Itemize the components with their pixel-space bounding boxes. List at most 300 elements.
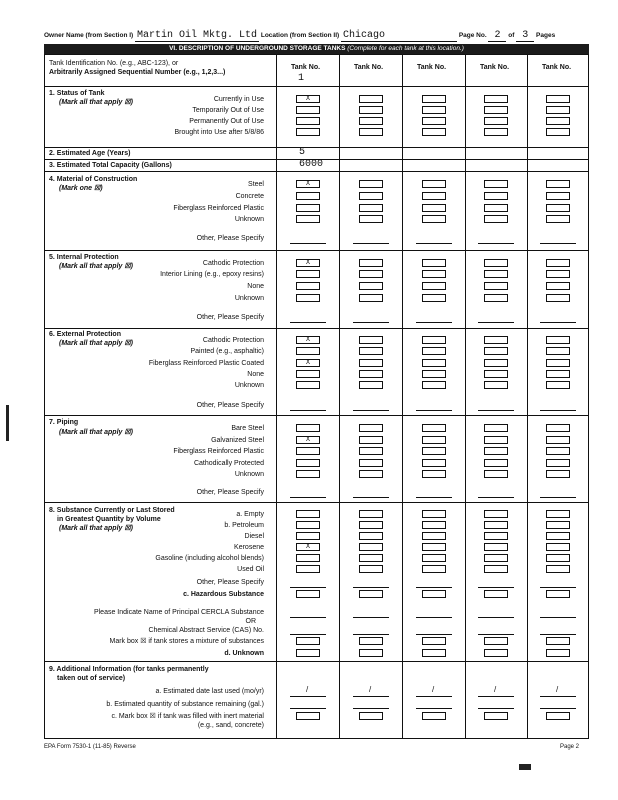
tank4-checkbox[interactable] <box>484 424 508 432</box>
tank2-cercla-field[interactable] <box>353 617 389 618</box>
tank3-checkbox[interactable] <box>422 565 446 573</box>
tank3-date-field[interactable] <box>416 696 452 697</box>
tank1-checkbox[interactable] <box>296 649 320 657</box>
page-label: Page No. <box>458 32 487 39</box>
substance-empty: a. Empty <box>236 511 264 518</box>
tank1-quantity-field[interactable] <box>290 708 326 709</box>
material-other: Other, Please Specify <box>196 235 264 242</box>
tank2-checkbox[interactable] <box>359 204 383 212</box>
tank5-cercla-field[interactable] <box>540 617 576 618</box>
tank4-checkbox[interactable] <box>484 521 508 529</box>
tank4-checkbox[interactable] <box>484 270 508 278</box>
tank1-other-field[interactable] <box>290 497 326 498</box>
tank1-cercla-field[interactable] <box>290 617 326 618</box>
date-slash: / <box>556 685 559 694</box>
date-slash: / <box>432 685 435 694</box>
internal-option-lining: Interior Lining (e.g., epoxy resins) <box>160 271 264 278</box>
tank4-checkbox[interactable] <box>484 215 508 223</box>
tank1-checkbox[interactable] <box>296 565 320 573</box>
checkbox-x-mark: X <box>305 95 311 103</box>
substance-diesel: Diesel <box>244 533 264 540</box>
external-option-unknown: Unknown <box>234 382 264 389</box>
cercla-or: OR <box>245 618 256 625</box>
tank5-checkbox[interactable] <box>546 259 570 267</box>
tank4-checkbox[interactable] <box>484 282 508 290</box>
tank5-checkbox[interactable] <box>546 649 570 657</box>
tank2-quantity-field[interactable] <box>353 708 389 709</box>
material-title: 4. Material of Construction <box>49 176 138 183</box>
tank2-checkbox[interactable] <box>359 282 383 290</box>
tank5-checkbox[interactable] <box>546 470 570 478</box>
checkbox-x-mark: X <box>305 180 311 188</box>
tank1-checkbox[interactable] <box>296 336 320 344</box>
tank4-other-field[interactable] <box>478 497 514 498</box>
tank3-other-field[interactable] <box>416 587 452 588</box>
tank4-checkbox[interactable] <box>484 543 508 551</box>
tank4-checkbox[interactable] <box>484 336 508 344</box>
substance-instruction: (Mark all that apply ☒) <box>59 525 133 532</box>
tank2-checkbox[interactable] <box>359 436 383 444</box>
tank2-checkbox[interactable] <box>359 532 383 540</box>
tank1-checkbox[interactable] <box>296 347 320 355</box>
tank5-checkbox[interactable] <box>546 117 570 125</box>
tank4-checkbox[interactable] <box>484 565 508 573</box>
tank2-other-field[interactable] <box>353 322 389 323</box>
tank1-checkbox[interactable] <box>296 590 320 598</box>
material-option-steel: Steel <box>248 181 264 188</box>
status-option-perm: Permanently Out of Use <box>189 118 264 125</box>
tank1-checkbox[interactable] <box>296 259 320 267</box>
tank5-checkbox[interactable] <box>546 282 570 290</box>
of-label: of <box>508 32 515 39</box>
tank3-checkbox[interactable] <box>422 424 446 432</box>
tank5-checkbox[interactable] <box>546 95 570 103</box>
tank3-checkbox[interactable] <box>422 381 446 389</box>
tank1-other-field[interactable] <box>290 322 326 323</box>
status-option-current: Currently in Use <box>213 96 264 103</box>
tank1-date-field[interactable] <box>290 696 326 697</box>
additional-date-label: a. Estimated date last used (mo/yr) <box>155 688 264 695</box>
tank4-checkbox[interactable] <box>484 128 508 136</box>
tank2-date-field[interactable] <box>353 696 389 697</box>
tank2-checkbox[interactable] <box>359 336 383 344</box>
tank1-checkbox[interactable] <box>296 554 320 562</box>
tank5-checkbox[interactable] <box>546 270 570 278</box>
tank5-checkbox[interactable] <box>546 565 570 573</box>
piping-option-unknown: Unknown <box>234 471 264 478</box>
additional-quantity-label: b. Estimated quantity of substance remaining (gal.) <box>106 701 264 708</box>
tank4-checkbox[interactable] <box>484 294 508 302</box>
tank5-checkbox[interactable] <box>546 192 570 200</box>
tank5-other-field[interactable] <box>540 243 576 244</box>
tank4-checkbox[interactable] <box>484 117 508 125</box>
tank2-checkbox[interactable] <box>359 554 383 562</box>
tank1-checkbox[interactable] <box>296 370 320 378</box>
external-option-none: None <box>247 371 264 378</box>
tank1-checkbox[interactable] <box>296 532 320 540</box>
tank3-checkbox[interactable] <box>422 180 446 188</box>
tank4-checkbox[interactable] <box>484 259 508 267</box>
tank4-checkbox[interactable] <box>484 590 508 598</box>
status-option-temp: Temporarily Out of Use <box>192 107 264 114</box>
tank4-quantity-field[interactable] <box>478 708 514 709</box>
tank3-checkbox[interactable] <box>422 359 446 367</box>
tank-col-header-5: Tank No. <box>542 64 572 71</box>
tank2-checkbox[interactable] <box>359 649 383 657</box>
tank4-checkbox[interactable] <box>484 532 508 540</box>
tank2-other-field[interactable] <box>353 587 389 588</box>
tank3-cercla-field[interactable] <box>416 617 452 618</box>
tank1-cas-field[interactable] <box>290 634 326 635</box>
external-instruction: (Mark all that apply ☒) <box>59 340 133 347</box>
additional-inert-label: c. Mark box ☒ if tank was filled with inert material <box>111 713 264 720</box>
tank3-other-field[interactable] <box>416 497 452 498</box>
tank1-id-value: 1 <box>298 73 305 84</box>
tank1-checkbox[interactable] <box>296 128 320 136</box>
tank3-quantity-field[interactable] <box>416 708 452 709</box>
tank1-other-field[interactable] <box>290 410 326 411</box>
tank4-checkbox[interactable] <box>484 554 508 562</box>
status-title: 1. Status of Tank <box>49 90 105 97</box>
internal-other: Other, Please Specify <box>196 314 264 321</box>
tank2-checkbox[interactable] <box>359 459 383 467</box>
tank3-checkbox[interactable] <box>422 590 446 598</box>
tank1-checkbox[interactable] <box>296 215 320 223</box>
tank4-checkbox[interactable] <box>484 180 508 188</box>
cercla-name-label: Please Indicate Name of Principal CERCLA Substance <box>93 609 264 616</box>
tank1-checkbox[interactable] <box>296 424 320 432</box>
tank5-checkbox[interactable] <box>546 336 570 344</box>
pages-label: Pages <box>536 32 556 39</box>
pages-value: 3 <box>516 30 534 42</box>
tank5-other-field[interactable] <box>540 322 576 323</box>
checkbox-x-mark: X <box>305 543 311 551</box>
section-title: VI. DESCRIPTION OF UNDERGROUND STORAGE TANKS <box>169 45 346 52</box>
internal-option-none: None <box>247 283 264 290</box>
section-title-bar <box>44 44 589 54</box>
form-number: EPA Form 7530-1 (11-85) Reverse <box>44 744 136 750</box>
tank3-checkbox[interactable] <box>422 215 446 223</box>
tank4-checkbox[interactable] <box>484 381 508 389</box>
tank1-checkbox[interactable] <box>296 192 320 200</box>
checkbox-x-mark: X <box>305 259 311 267</box>
tank2-other-field[interactable] <box>353 497 389 498</box>
tank3-checkbox[interactable] <box>422 106 446 114</box>
tank1-checkbox[interactable] <box>296 117 320 125</box>
material-option-unknown: Unknown <box>234 216 264 223</box>
tank-col-header-2: Tank No. <box>354 64 384 71</box>
tank3-checkbox[interactable] <box>422 128 446 136</box>
piping-instruction: (Mark all that apply ☒) <box>59 429 133 436</box>
tank1-checkbox[interactable] <box>296 95 320 103</box>
tank3-checkbox[interactable] <box>422 192 446 200</box>
tank2-checkbox[interactable] <box>359 215 383 223</box>
tank2-checkbox[interactable] <box>359 470 383 478</box>
additional-title-2: taken out of service) <box>57 675 126 682</box>
material-option-concrete: Concrete <box>235 193 264 200</box>
substance-unknown: d. Unknown <box>224 650 264 657</box>
tank5-checkbox[interactable] <box>546 590 570 598</box>
tank5-checkbox[interactable] <box>546 204 570 212</box>
tank5-checkbox[interactable] <box>546 447 570 455</box>
tank2-cas-field[interactable] <box>353 634 389 635</box>
tank4-checkbox[interactable] <box>484 347 508 355</box>
tank1-checkbox[interactable] <box>296 270 320 278</box>
tank2-checkbox[interactable] <box>359 447 383 455</box>
piping-option-frp: Fiberglass Reinforced Plastic <box>173 448 264 455</box>
scan-mark <box>519 764 531 770</box>
tank4-checkbox[interactable] <box>484 204 508 212</box>
substance-title-1: 8. Substance Currently or Last Stored <box>49 507 175 514</box>
tank2-checkbox[interactable] <box>359 106 383 114</box>
tank2-checkbox[interactable] <box>359 521 383 529</box>
tank2-checkbox[interactable] <box>359 381 383 389</box>
tank5-checkbox[interactable] <box>546 106 570 114</box>
tank5-checkbox[interactable] <box>546 712 570 720</box>
tank3-checkbox[interactable] <box>422 270 446 278</box>
cas-number-label: Chemical Abstract Service (CAS) No. <box>148 627 264 634</box>
page-value: 2 <box>488 30 506 42</box>
tank2-checkbox[interactable] <box>359 565 383 573</box>
piping-option-galv: Galvanized Steel <box>211 437 264 444</box>
piping-other: Other, Please Specify <box>196 489 264 496</box>
tank4-checkbox[interactable] <box>484 470 508 478</box>
scan-margin-mark <box>6 405 9 441</box>
tank4-checkbox[interactable] <box>484 712 508 720</box>
additional-inert-example: (e.g., sand, concrete) <box>197 722 264 729</box>
tank2-checkbox[interactable] <box>359 424 383 432</box>
tank2-other-field[interactable] <box>353 243 389 244</box>
external-title: 6. External Protection <box>49 331 121 338</box>
tank3-cas-field[interactable] <box>416 634 452 635</box>
tank2-checkbox[interactable] <box>359 590 383 598</box>
tank5-checkbox[interactable] <box>546 510 570 518</box>
status-option-after86: Brought into Use after 5/8/86 <box>174 129 264 136</box>
tank1-checkbox[interactable] <box>296 204 320 212</box>
tank4-other-field[interactable] <box>478 322 514 323</box>
page-footer: Page 2 <box>560 744 580 750</box>
external-other: Other, Please Specify <box>196 402 264 409</box>
tank2-checkbox[interactable] <box>359 95 383 103</box>
tank3-checkbox[interactable] <box>422 637 446 645</box>
tank1-checkbox[interactable] <box>296 106 320 114</box>
form-header <box>44 30 555 42</box>
tank5-checkbox[interactable] <box>546 370 570 378</box>
tank5-checkbox[interactable] <box>546 532 570 540</box>
location-label: Location (from Section II) <box>260 32 340 39</box>
internal-option-cathodic: Cathodic Protection <box>202 260 264 267</box>
tank3-checkbox[interactable] <box>422 336 446 344</box>
external-option-painted: Painted (e.g., asphaltic) <box>190 348 264 355</box>
date-slash: / <box>306 685 309 694</box>
tank2-checkbox[interactable] <box>359 370 383 378</box>
tank3-checkbox[interactable] <box>422 282 446 290</box>
tank3-checkbox[interactable] <box>422 459 446 467</box>
tank2-checkbox[interactable] <box>359 359 383 367</box>
tank5-checkbox[interactable] <box>546 436 570 444</box>
tank3-checkbox[interactable] <box>422 712 446 720</box>
tank1-checkbox[interactable] <box>296 543 320 551</box>
tank2-checkbox[interactable] <box>359 259 383 267</box>
tank4-checkbox[interactable] <box>484 447 508 455</box>
tank5-other-field[interactable] <box>540 497 576 498</box>
date-slash: / <box>369 685 372 694</box>
tank4-other-field[interactable] <box>478 587 514 588</box>
piping-option-cathodic: Cathodically Protected <box>193 460 264 467</box>
tank-col-header-4: Tank No. <box>480 64 510 71</box>
tank3-checkbox[interactable] <box>422 370 446 378</box>
tank5-checkbox[interactable] <box>546 359 570 367</box>
piping-option-bare: Bare Steel <box>231 425 264 432</box>
owner-label: Owner Name (from Section I) <box>44 32 134 39</box>
tank5-date-field[interactable] <box>540 696 576 697</box>
tank3-other-field[interactable] <box>416 243 452 244</box>
tank3-checkbox[interactable] <box>422 521 446 529</box>
checkbox-x-mark: X <box>305 359 311 367</box>
substance-used-oil: Used Oil <box>237 566 264 573</box>
tank2-checkbox[interactable] <box>359 294 383 302</box>
tank2-checkbox[interactable] <box>359 637 383 645</box>
tank1-checkbox[interactable] <box>296 282 320 290</box>
substance-title-2: in Greatest Quantity by Volume <box>57 516 161 523</box>
tank2-checkbox[interactable] <box>359 510 383 518</box>
material-instruction: (Mark one ☒) <box>59 185 103 192</box>
tank3-checkbox[interactable] <box>422 532 446 540</box>
tank1-checkbox[interactable] <box>296 712 320 720</box>
tank5-checkbox[interactable] <box>546 128 570 136</box>
tank3-checkbox[interactable] <box>422 510 446 518</box>
tank2-checkbox[interactable] <box>359 117 383 125</box>
tank1-checkbox[interactable] <box>296 359 320 367</box>
tank3-checkbox[interactable] <box>422 649 446 657</box>
tank-id-header-line2: Arbitrarily Assigned Sequential Number (e.g., 1,2,3...) <box>49 69 226 76</box>
tank-col-header-3: Tank No. <box>417 64 447 71</box>
tank2-checkbox[interactable] <box>359 347 383 355</box>
substance-gasoline: Gasoline (including alcohol blends) <box>155 555 264 562</box>
tank5-checkbox[interactable] <box>546 424 570 432</box>
tank5-other-field[interactable] <box>540 587 576 588</box>
tank1-other-field[interactable] <box>290 587 326 588</box>
tank3-other-field[interactable] <box>416 322 452 323</box>
tank4-other-field[interactable] <box>478 243 514 244</box>
tank2-checkbox[interactable] <box>359 128 383 136</box>
tank1-checkbox[interactable] <box>296 637 320 645</box>
tank3-checkbox[interactable] <box>422 259 446 267</box>
tank2-checkbox[interactable] <box>359 712 383 720</box>
tank4-checkbox[interactable] <box>484 510 508 518</box>
tank2-checkbox[interactable] <box>359 270 383 278</box>
tank5-checkbox[interactable] <box>546 459 570 467</box>
tank4-checkbox[interactable] <box>484 637 508 645</box>
tank5-quantity-field[interactable] <box>540 708 576 709</box>
tank3-checkbox[interactable] <box>422 470 446 478</box>
tank3-checkbox[interactable] <box>422 117 446 125</box>
tank4-checkbox[interactable] <box>484 359 508 367</box>
substance-other: Other, Please Specify <box>196 579 264 586</box>
tank1-checkbox[interactable] <box>296 294 320 302</box>
checkbox-x-mark: X <box>305 336 311 344</box>
tank3-checkbox[interactable] <box>422 436 446 444</box>
tank1-checkbox[interactable] <box>296 381 320 389</box>
external-option-cathodic: Cathodic Protection <box>202 337 264 344</box>
tank5-checkbox[interactable] <box>546 381 570 389</box>
tank5-checkbox[interactable] <box>546 543 570 551</box>
tank4-checkbox[interactable] <box>484 192 508 200</box>
tank5-checkbox[interactable] <box>546 180 570 188</box>
tank3-checkbox[interactable] <box>422 543 446 551</box>
checkbox-x-mark: X <box>305 436 311 444</box>
tank5-other-field[interactable] <box>540 410 576 411</box>
tank4-cas-field[interactable] <box>478 634 514 635</box>
piping-title: 7. Piping <box>49 419 79 426</box>
tank3-checkbox[interactable] <box>422 95 446 103</box>
tank5-checkbox[interactable] <box>546 215 570 223</box>
age-value: 5 <box>299 147 306 158</box>
tank1-other-field[interactable] <box>290 243 326 244</box>
tank1-checkbox[interactable] <box>296 180 320 188</box>
section-instruction: (Complete for each tank at this location.) <box>347 45 464 52</box>
tank2-checkbox[interactable] <box>359 180 383 188</box>
tank2-checkbox[interactable] <box>359 192 383 200</box>
tank1-checkbox[interactable] <box>296 510 320 518</box>
tank4-other-field[interactable] <box>478 410 514 411</box>
tank3-checkbox[interactable] <box>422 294 446 302</box>
tank5-checkbox[interactable] <box>546 521 570 529</box>
tank3-checkbox[interactable] <box>422 347 446 355</box>
tank5-checkbox[interactable] <box>546 294 570 302</box>
tank1-checkbox[interactable] <box>296 459 320 467</box>
tank1-checkbox[interactable] <box>296 436 320 444</box>
tank5-cas-field[interactable] <box>540 634 576 635</box>
tank1-checkbox[interactable] <box>296 521 320 529</box>
additional-title-1: 9. Additional Information (for tanks permanently <box>49 666 209 673</box>
tank3-other-field[interactable] <box>416 410 452 411</box>
status-instruction: (Mark all that apply ☒) <box>59 99 133 106</box>
tank-id-header-line1: Tank Identification No. (e.g., ABC-123), or <box>49 60 179 67</box>
tank4-checkbox[interactable] <box>484 436 508 444</box>
tank4-checkbox[interactable] <box>484 370 508 378</box>
mixture-label: Mark box ☒ if tank stores a mixture of substances <box>109 638 264 645</box>
owner-value: Martin Oil Mktg. Ltd <box>137 30 258 41</box>
substance-kerosene: Kerosene <box>234 544 264 551</box>
tank-description-table <box>44 54 589 739</box>
tank4-checkbox[interactable] <box>484 106 508 114</box>
tank4-cercla-field[interactable] <box>478 617 514 618</box>
tank4-date-field[interactable] <box>478 696 514 697</box>
tank1-checkbox[interactable] <box>296 470 320 478</box>
tank4-checkbox[interactable] <box>484 459 508 467</box>
tank5-checkbox[interactable] <box>546 347 570 355</box>
external-option-frp: Fiberglass Reinforced Plastic Coated <box>148 360 264 367</box>
age-title: 2. Estimated Age (Years) <box>49 150 131 157</box>
substance-hazardous: c. Hazardous Substance <box>183 591 264 598</box>
tank3-checkbox[interactable] <box>422 204 446 212</box>
tank2-checkbox[interactable] <box>359 543 383 551</box>
tank5-checkbox[interactable] <box>546 637 570 645</box>
tank-col-header-1: Tank No. <box>291 64 321 71</box>
tank1-checkbox[interactable] <box>296 447 320 455</box>
tank4-checkbox[interactable] <box>484 649 508 657</box>
tank3-checkbox[interactable] <box>422 447 446 455</box>
internal-instruction: (Mark all that apply ☒) <box>59 263 133 270</box>
location-value: Chicago <box>341 30 457 42</box>
tank3-checkbox[interactable] <box>422 554 446 562</box>
substance-petroleum: b. Petroleum <box>224 522 264 529</box>
tank5-checkbox[interactable] <box>546 554 570 562</box>
internal-title: 5. Internal Protection <box>49 254 119 261</box>
tank2-other-field[interactable] <box>353 410 389 411</box>
tank4-checkbox[interactable] <box>484 95 508 103</box>
